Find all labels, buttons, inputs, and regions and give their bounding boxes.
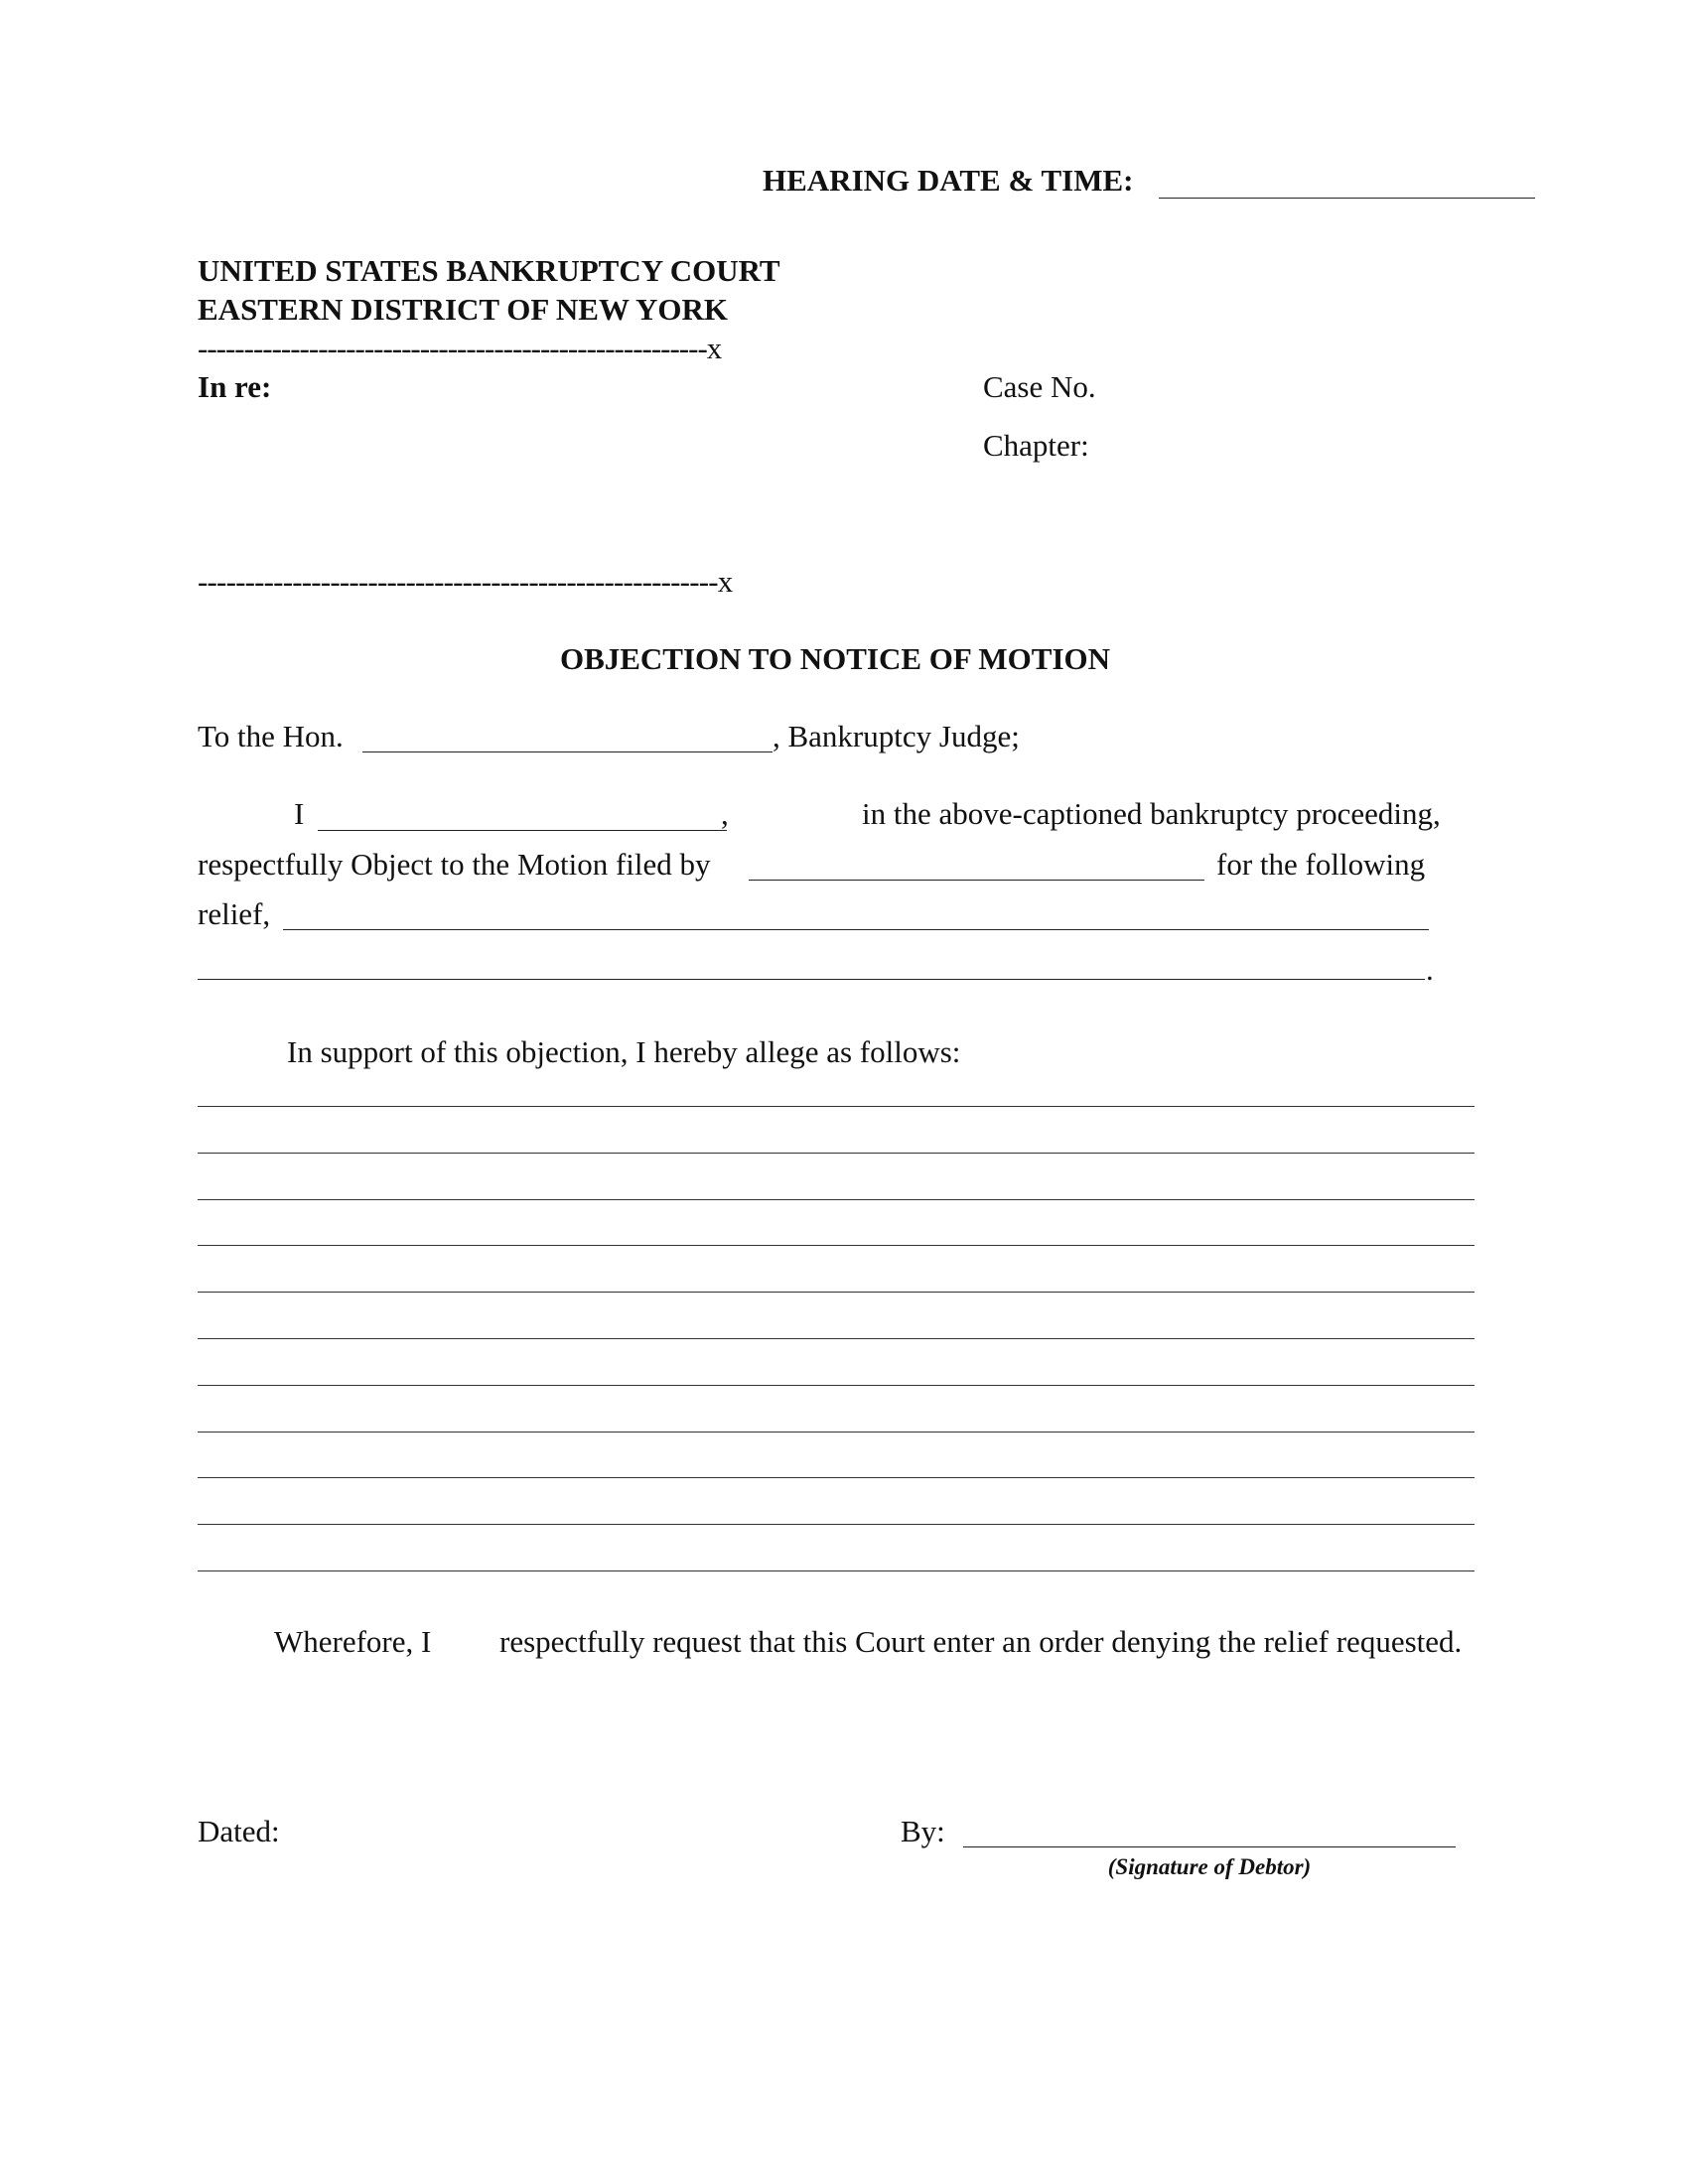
para1-i: I [294, 796, 305, 831]
salutation-suffix: , Bankruptcy Judge; [773, 719, 1020, 753]
case-no-label: Case No. [983, 369, 1096, 404]
judge-name-field[interactable] [362, 751, 773, 752]
para1-rest: in the above-captioned bankruptcy proceeding, [862, 796, 1441, 831]
court-name: UNITED STATES BANKRUPTCY COURT [198, 253, 780, 288]
hearing-date-label: HEARING DATE & TIME: [763, 163, 1134, 198]
para1-comma: , [721, 796, 729, 831]
by-label: By: [901, 1814, 945, 1848]
para1-line2-suffix: for the following [1216, 847, 1426, 882]
chapter-label: Chapter: [983, 428, 1089, 463]
relief-field-line1[interactable] [283, 929, 1429, 930]
court-district: EASTERN DISTRICT OF NEW YORK [198, 292, 729, 327]
signature-field[interactable] [963, 1846, 1456, 1847]
allegation-line[interactable] [198, 1524, 1475, 1525]
in-re-label: In re: [198, 369, 272, 404]
wherefore-part1: Wherefore, I [274, 1624, 432, 1659]
objector-name-field[interactable] [318, 830, 727, 831]
allegation-line[interactable] [198, 1432, 1475, 1433]
allegation-line[interactable] [198, 1106, 1475, 1107]
hearing-date-field[interactable] [1159, 198, 1535, 199]
allegation-line[interactable] [198, 1153, 1475, 1154]
dated-label: Dated: [198, 1814, 280, 1848]
movant-name-field[interactable] [749, 880, 1204, 881]
salutation-prefix: To the Hon. [198, 719, 344, 753]
document-title: OBJECTION TO NOTICE OF MOTION [559, 641, 1111, 676]
support-intro: In support of this objection, I hereby allege as follows: [287, 1034, 961, 1069]
para1-period: . [1426, 952, 1434, 987]
wherefore-part2: respectfully request that this Court enter an order denying the relief requested. [499, 1624, 1463, 1659]
para1-line3-prefix: relief, [198, 896, 271, 931]
relief-field-line2[interactable] [198, 979, 1425, 980]
signature-caption: (Signature of Debtor) [1107, 1854, 1312, 1879]
allegation-line[interactable] [198, 1385, 1475, 1386]
allegation-line[interactable] [198, 1199, 1475, 1200]
allegation-line[interactable] [198, 1570, 1475, 1571]
allegation-line[interactable] [198, 1477, 1475, 1478]
caption-divider-top: -------------------------------------------------------x [198, 331, 722, 365]
caption-divider-bottom: -------------------------------------------------------x [198, 564, 733, 599]
allegation-line[interactable] [198, 1292, 1475, 1293]
allegation-line[interactable] [198, 1245, 1475, 1246]
allegation-line[interactable] [198, 1338, 1475, 1339]
para1-line2-prefix: respectfully Object to the Motion filed by [198, 847, 711, 882]
